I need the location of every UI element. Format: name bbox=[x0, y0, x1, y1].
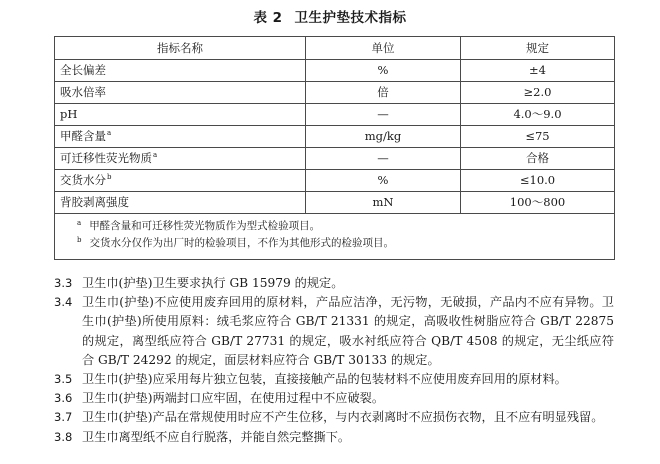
note-mark: b bbox=[77, 235, 82, 244]
row-requirement: ≤75 bbox=[461, 126, 615, 148]
table-row bbox=[55, 60, 615, 82]
clause bbox=[54, 370, 614, 389]
table-row bbox=[55, 192, 615, 214]
footnote-mark: b bbox=[107, 173, 112, 182]
clause bbox=[54, 274, 614, 293]
clause-number: 3.3 bbox=[54, 276, 73, 290]
header-unit: 单位 bbox=[306, 37, 461, 60]
footnote-mark: a bbox=[153, 151, 158, 160]
table-title: 卫生护垫技术指标 bbox=[294, 10, 407, 26]
note-text: 交货水分仅作为出厂时的检验项目，不作为其他形式的检验项目。 bbox=[89, 237, 394, 249]
note-text: 甲醛含量和可迁移性荧光物质作为型式检验项目。 bbox=[89, 220, 321, 232]
header-name: 指标名称 bbox=[55, 37, 306, 60]
row-unit: mg/kg bbox=[306, 126, 461, 148]
table-note bbox=[77, 235, 614, 252]
row-unit: % bbox=[306, 60, 461, 82]
row-unit: — bbox=[306, 148, 461, 170]
table-number: 表 2 bbox=[253, 10, 283, 26]
row-requirement: 4.0～9.0 bbox=[461, 104, 615, 126]
table-caption bbox=[0, 8, 660, 28]
clause-number: 3.7 bbox=[54, 410, 73, 425]
row-unit: mN bbox=[306, 192, 461, 214]
clause-number: 3.4 bbox=[54, 295, 73, 310]
table-row bbox=[55, 82, 615, 104]
clause bbox=[54, 408, 614, 427]
clause bbox=[54, 389, 614, 408]
row-unit: % bbox=[306, 170, 461, 192]
footnote-mark: a bbox=[107, 129, 112, 138]
table-row bbox=[55, 170, 615, 192]
row-name: 背胶剥离强度 bbox=[55, 192, 306, 214]
spec-table bbox=[54, 36, 615, 260]
row-requirement: 合格 bbox=[461, 148, 615, 170]
row-requirement: 100～800 bbox=[461, 192, 615, 214]
row-requirement: ≥2.0 bbox=[461, 82, 615, 104]
table-header-row bbox=[55, 37, 615, 60]
row-name: 吸水倍率 bbox=[55, 82, 306, 104]
clause-text: 卫生巾离型纸不应自行脱落，并能自然完整撕下。 bbox=[82, 429, 351, 444]
clause bbox=[54, 428, 614, 447]
row-requirement: ≤10.0 bbox=[461, 170, 615, 192]
row-name: 甲醛含量$^a$ bbox=[55, 126, 306, 148]
row-unit: 倍 bbox=[306, 82, 461, 104]
row-name: 交货水分$^b$ bbox=[55, 170, 306, 192]
clause-text: 卫生巾(护垫)不应使用废弃回用的原材料，产品应洁净，无污物，无破损，产品内不应有异物。卫生巾(护垫)所使用原料：绒毛浆应符合 GB/T 21331 的规定，高吸收性树脂应符合 GB/T 22875 的规定，离型纸应符合 GB/T 27731 的规定，吸水衬纸应符合 QB/T 4508 的规定，无尘纸应符合 GB/T 24292 的规定，面层材料应符合 GB/T 30133 的规定。 bbox=[82, 295, 614, 367]
note-mark: a bbox=[77, 218, 82, 227]
clause-text: 卫生巾(护垫)应采用每片独立包装，直接接触产品的包装材料不应使用废弃回用的原材料。 bbox=[82, 372, 567, 387]
clause-number: 3.6 bbox=[54, 391, 73, 406]
table-note bbox=[77, 218, 614, 235]
table-row bbox=[55, 148, 615, 170]
clause-number: 3.8 bbox=[54, 429, 73, 444]
table-notes bbox=[55, 214, 615, 260]
row-unit: — bbox=[306, 104, 461, 126]
row-name: 可迁移性荧光物质$^a$ bbox=[55, 148, 306, 170]
clauses bbox=[54, 274, 614, 447]
table-row bbox=[55, 104, 615, 126]
clause-text: 卫生巾(护垫)两端封口应牢固，在使用过程中不应破裂。 bbox=[82, 391, 385, 406]
row-name: 全长偏差 bbox=[55, 60, 306, 82]
clause-text: 卫生巾(护垫)卫生要求执行 GB 15979 的规定。 bbox=[82, 276, 344, 290]
table-row bbox=[55, 126, 615, 148]
row-requirement: ±4 bbox=[461, 60, 615, 82]
table-notes-row bbox=[55, 214, 615, 260]
row-name: pH bbox=[55, 104, 306, 126]
clause bbox=[54, 293, 614, 370]
clause-number: 3.5 bbox=[54, 372, 73, 387]
clause-text: 卫生巾(护垫)产品在常规使用时应不产生位移，与内衣剥离时不应损伤衣物，且不应有明显残留。 bbox=[82, 410, 604, 425]
header-requirement: 规定 bbox=[461, 37, 615, 60]
